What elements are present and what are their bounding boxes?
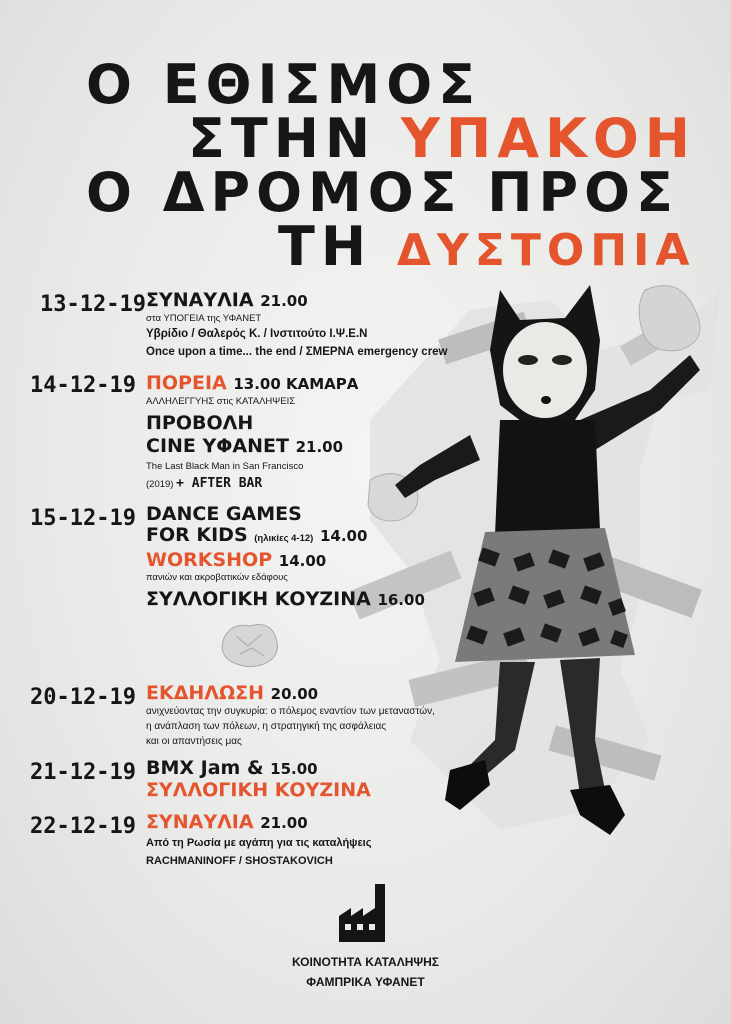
event-4-desc-2: η ανάπλαση των πόλεων, η στρατηγική της ασφάλειας	[146, 721, 387, 732]
event-3-date: 15-12-19	[30, 506, 136, 531]
event-2-title: ΠΟΡΕΙΑ	[146, 372, 227, 394]
title-line-4-black: ΤΗ	[278, 215, 373, 278]
event-6-heading	[146, 812, 308, 833]
event-6-date: 22-12-19	[30, 814, 136, 839]
event-3-kids: FOR KIDS	[146, 524, 248, 546]
event-1-heading	[146, 290, 308, 311]
dancing-girl-illustration	[350, 270, 731, 870]
event-5-date: 21-12-19	[30, 760, 136, 785]
title-line-2-black: ΣΤΗΝ	[188, 107, 377, 170]
title-line-2-red: ΥΠΑΚΟΗ	[400, 107, 696, 170]
event-3-ages: (ηλικίες 4-12)	[254, 533, 314, 544]
event-4-time: 20.00	[270, 685, 319, 703]
event-6-title: ΣΥΝΑΥΛΙΑ	[146, 811, 254, 833]
event-2-time: 13.00 ΚΑΜΑΡΑ	[233, 375, 359, 393]
event-2-time-2: 21.00	[295, 438, 344, 456]
event-3-workshop-time: 14.00	[278, 552, 327, 570]
event-6-time: 21.00	[260, 814, 308, 832]
event-4-desc-3: και οι απαντήσεις μας	[146, 736, 242, 747]
event-1-date: 13-12-19	[40, 292, 146, 317]
title-line-4-red: ΔΥΣΤΟΠΙΑ	[396, 225, 696, 276]
event-4-title: ΕΚΔΗΛΩΣΗ	[146, 682, 265, 704]
event-6-desc-2: RACHMANINOFF / SHOSTAKOVICH	[146, 855, 333, 867]
event-1-line-1: Υβρίδιο / Θαλερός Κ. / Ινστιτούτο Ι.Ψ.Ε.Ν	[146, 328, 368, 340]
event-5-title: BMX Jam &	[146, 757, 264, 779]
event-1-title: ΣΥΝΑΥΛΙΑ	[146, 289, 254, 311]
event-5-heading	[146, 758, 318, 779]
event-2-date: 14-12-19	[30, 373, 136, 398]
event-4-date: 20-12-19	[30, 685, 136, 710]
event-3-heading-2	[146, 525, 367, 546]
event-1-line-2: Once upon a time... the end / ΣΜΕΡΝΑ emergency crew	[146, 346, 448, 358]
title-line-1: Ο ΕΘΙΣΜΟΣ	[86, 53, 482, 116]
event-3-heading: DANCE GAMES	[146, 503, 302, 525]
event-2-film: The Last Black Man in San Francisco	[146, 461, 304, 472]
event-2-year: (2019)	[146, 479, 174, 490]
event-2-film-year	[146, 476, 262, 491]
crumpled-paper-icon	[218, 618, 282, 670]
event-1-sub: στα ΥΠΟΓΕΙΑ της ΥΦΑΝΕΤ	[146, 313, 262, 324]
title-line-3: Ο ΔΡΟΜΟΣ ΠΡΟΣ	[86, 161, 679, 224]
event-2-after-bar: + AFTER BAR	[176, 476, 263, 491]
event-6-desc-1: Από τη Ρωσία με αγάπη για τις καταλήψεις	[146, 837, 372, 849]
event-2-cine: CINE ΥΦΑΝΕΤ	[146, 435, 289, 457]
footer-line-2: ΦΑΜΠΡΙΚΑ ΥΦΑΝΕΤ	[306, 975, 425, 989]
title-line-2	[188, 107, 696, 170]
event-4-desc-1: ανιχνεύοντας την συγκυρία: ο πόλεμος εναντίον των μεταναστών,	[146, 706, 435, 717]
event-3-workshop-title: WORKSHOP	[146, 549, 273, 571]
event-4-heading	[146, 683, 318, 704]
event-2-heading-2: ΠΡΟΒΟΛΗ	[146, 412, 254, 434]
event-2-heading	[146, 373, 358, 394]
event-3-workshop-sub: πανιών και ακροβατικών εδάφους	[146, 572, 288, 583]
event-3-kitchen-time: 16.00	[377, 591, 425, 609]
event-3-workshop	[146, 550, 326, 571]
event-5-heading-2: ΣΥΛΛΟΓΙΚΗ ΚΟΥΖΙΝΑ	[146, 779, 371, 801]
event-2-heading-3	[146, 436, 343, 457]
event-2-sub: ΑΛΛΗΛΕΓΓΥΗΣ στις ΚΑΤΑΛΗΨΕΙΣ	[146, 396, 296, 407]
footer-line-1: ΚΟΙΝΟΤΗΤΑ ΚΑΤΑΛΗΨΗΣ	[292, 955, 439, 969]
event-5-time: 15.00	[270, 760, 318, 778]
event-3-kitchen-title: ΣΥΛΛΟΓΙΚΗ ΚΟΥΖΙΝΑ	[146, 588, 371, 610]
title-line-4	[278, 215, 696, 278]
factory-icon	[335, 882, 395, 944]
event-1-time: 21.00	[260, 292, 308, 310]
event-3-kitchen	[146, 589, 425, 610]
event-3-time: 14.00	[319, 527, 368, 545]
